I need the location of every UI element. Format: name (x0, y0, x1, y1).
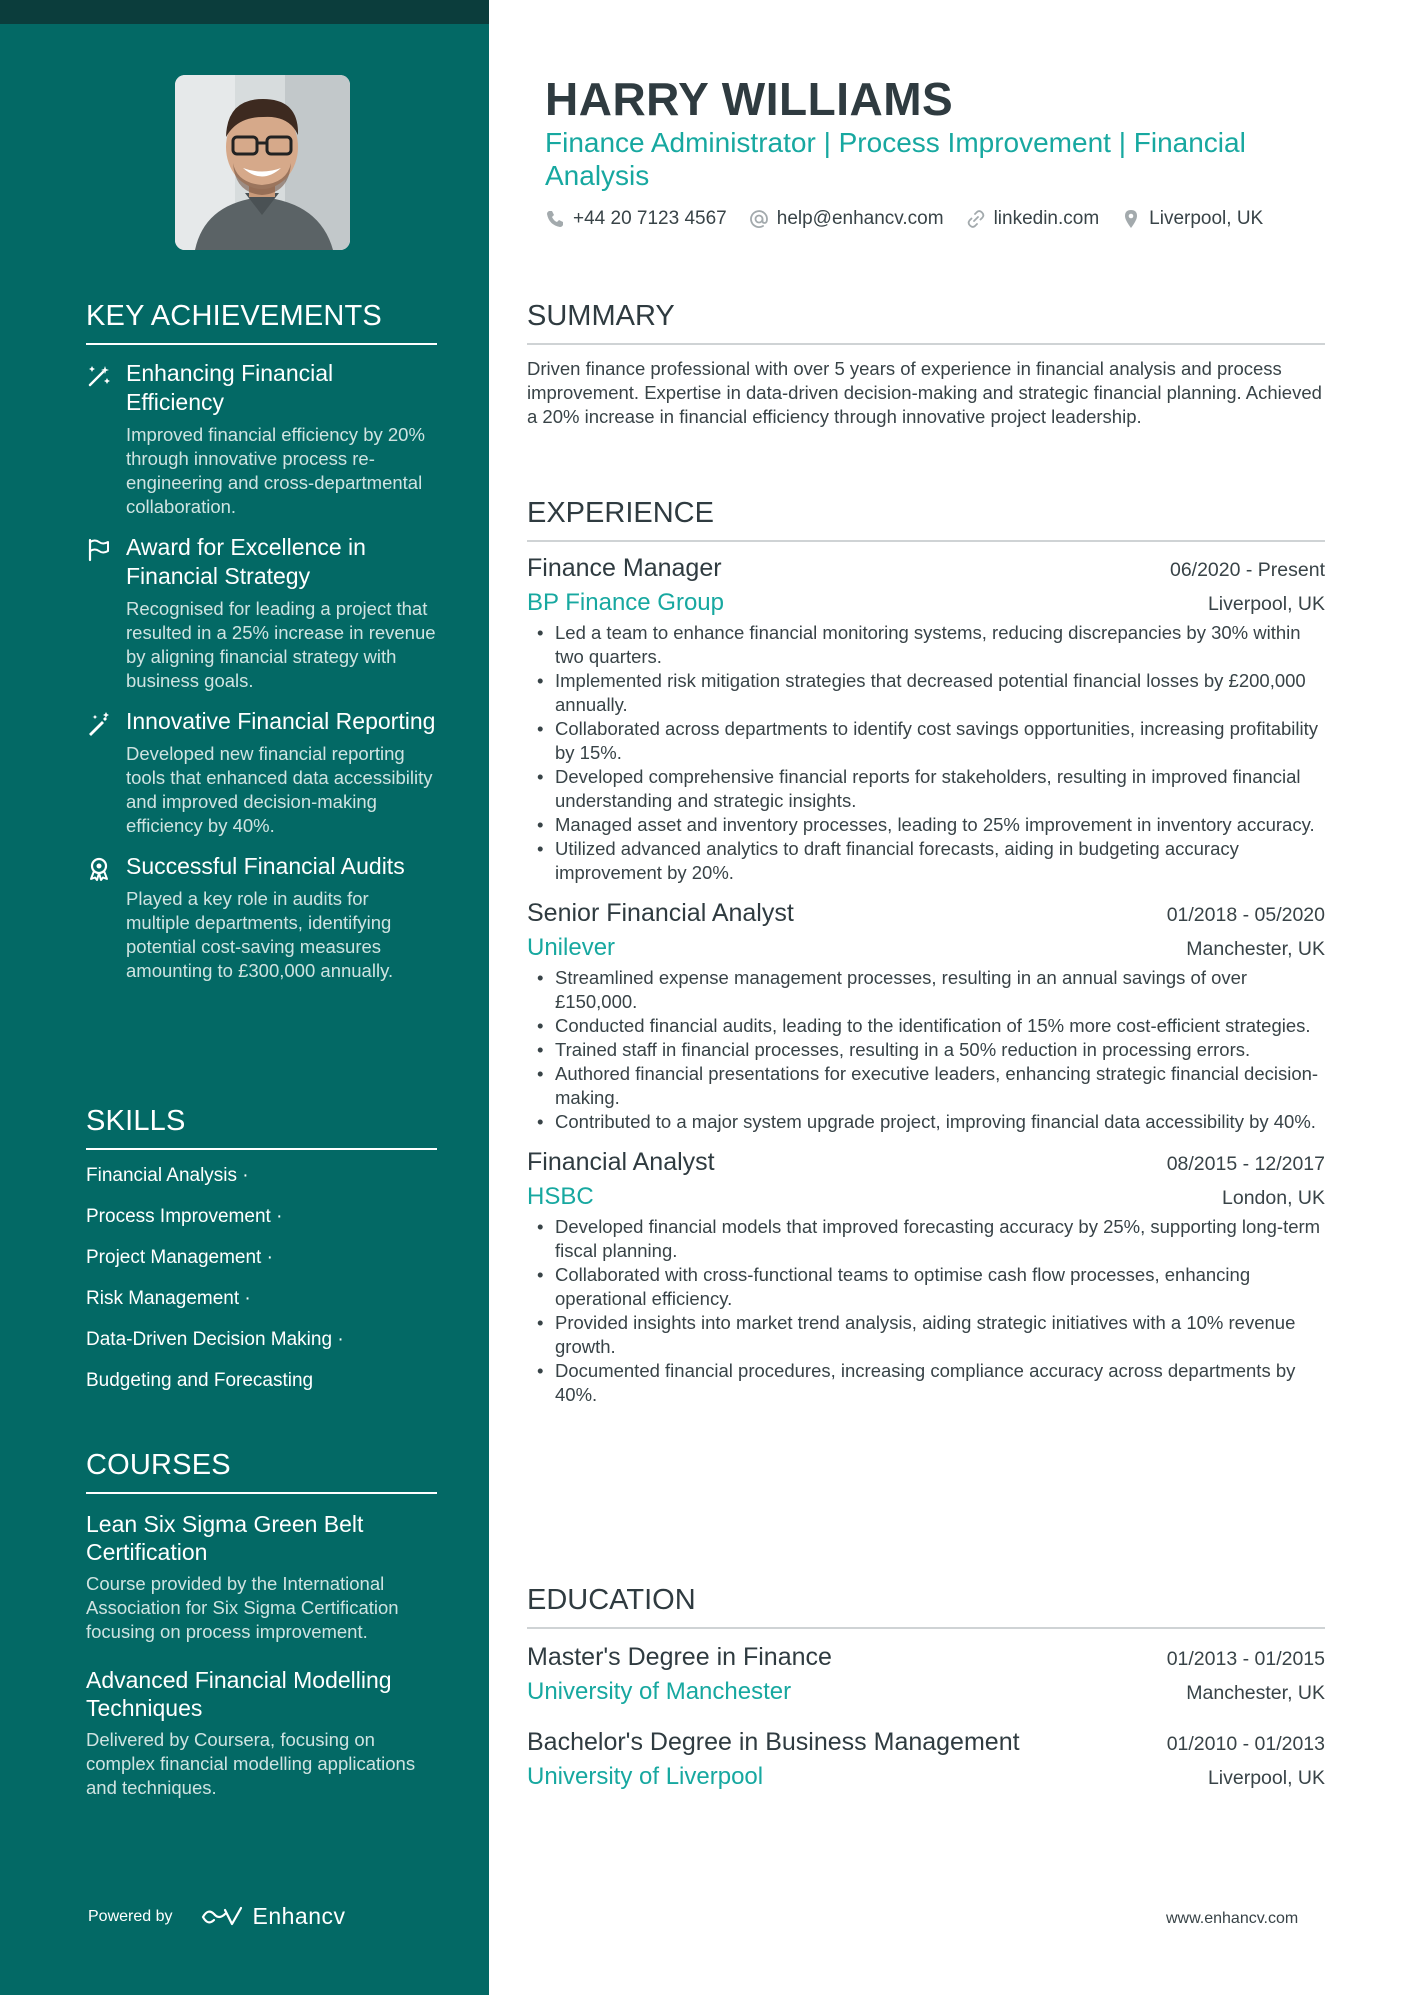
education-section (527, 1584, 1325, 1791)
skill-item: Risk Management · (86, 1288, 251, 1309)
achievement-title: Award for Excellence in Financial Strategy (126, 534, 366, 589)
powered-by-label: Powered by (88, 1907, 173, 1925)
job-bullet: • Managed asset and inventory processes, leading to 25% improvement in inventory accuracy. (527, 813, 1325, 837)
achievement-item (86, 852, 437, 983)
school-location: Manchester, UK (1186, 1682, 1325, 1704)
job-bullet: • Provided insights into market trend analysis, aiding strategic initiatives with a 10% revenue growth. (527, 1311, 1325, 1359)
achievement-description: Developed new financial reporting tools that enhanced data accessibility and improved decision-making efficiency by 40%. (126, 743, 433, 836)
education-entry (527, 1643, 1325, 1706)
course-item (86, 1666, 437, 1800)
sidebar-top-bar (0, 0, 489, 24)
location-pin-icon (1121, 209, 1141, 229)
job-company: HSBC (527, 1183, 594, 1210)
job-bullet: • Conducted financial audits, leading to the identification of 15% more cost-efficient strategies. (527, 1014, 1325, 1038)
school-location: Liverpool, UK (1207, 1767, 1325, 1789)
job-bullets (527, 621, 1325, 885)
skill-item: Financial Analysis · (86, 1165, 249, 1186)
job-bullet: • Developed comprehensive financial reports for stakeholders, resulting in improved financial understanding and strategic insights. (527, 765, 1325, 813)
achievement-item (86, 533, 437, 693)
wand-icon (86, 363, 112, 389)
summary-text: Driven finance professional with over 5 years of experience in financial analysis and process improvement. Expertise in data-driven decision-making and strategic financial planning. Achieved a 20% increase in financial efficiency through innovative project leadership. (527, 358, 1322, 427)
achievement-description: Improved financial efficiency by 20% through innovative process re-engineering and cross-departmental collaboration. (126, 424, 425, 517)
summary-heading: SUMMARY (527, 300, 1325, 345)
job-title: Senior Financial Analyst (527, 899, 794, 927)
skill-item: Project Management · (86, 1247, 273, 1268)
footer-url[interactable]: www.enhancv.com (1166, 1910, 1299, 1927)
achievement-item (86, 707, 437, 838)
linkedin-text: linkedin.com (993, 208, 1100, 229)
summary-section (527, 300, 1325, 429)
contact-email[interactable] (749, 208, 944, 230)
link-icon (966, 209, 986, 229)
job-location: Manchester, UK (1186, 938, 1325, 960)
location-text: Liverpool, UK (1149, 208, 1264, 229)
job-bullet: • Authored financial presentations for executive leaders, enhancing strategic financial decision-making. (527, 1062, 1325, 1110)
courses-section (86, 1449, 437, 1800)
job-bullet: • Trained staff in financial processes, resulting in a 50% reduction in processing errors. (527, 1038, 1325, 1062)
job-company: BP Finance Group (527, 589, 725, 616)
job-bullets (527, 1215, 1325, 1407)
phone-icon (545, 209, 565, 229)
job-bullet: • Implemented risk mitigation strategies that decreased potential financial losses by £200,000 annually. (527, 669, 1325, 717)
candidate-name: HARRY WILLIAMS (545, 73, 954, 125)
achievement-title: Enhancing Financial Efficiency (126, 360, 334, 415)
job-title: Financial Analyst (527, 1148, 715, 1176)
achievements-section (86, 300, 437, 983)
job-bullet: • Collaborated with cross-functional teams to optimise cash flow processes, enhancing operational efficiency. (527, 1263, 1325, 1311)
skills-heading: SKILLS (86, 1105, 437, 1150)
job-dates: 06/2020 - Present (1169, 559, 1325, 581)
school-name: University of Manchester (527, 1678, 792, 1705)
skill-item: Process Improvement · (86, 1206, 283, 1227)
award-medal-icon (86, 856, 112, 882)
candidate-headline: Finance Administrator | Process Improvement | Financial Analysis (545, 127, 1246, 191)
experience-heading: EXPERIENCE (527, 497, 1325, 542)
achievement-title: Innovative Financial Reporting (126, 708, 436, 734)
experience-section (527, 497, 1325, 1407)
job-dates: 01/2018 - 05/2020 (1166, 904, 1325, 926)
phone-text: +44 20 7123 4567 (573, 208, 727, 229)
job-title: Finance Manager (527, 554, 722, 582)
skills-section (86, 1105, 437, 1393)
course-title: Lean Six Sigma Green Belt Certification (86, 1511, 364, 1565)
achievement-item (86, 359, 437, 519)
skill-item: Budgeting and Forecasting (86, 1370, 314, 1391)
achievement-description: Recognised for leading a project that resulted in a 25% increase in revenue by aligning financial strategy with business goals. (126, 598, 436, 691)
flag-icon (86, 537, 112, 563)
job-bullet: • Contributed to a major system upgrade project, improving financial data accessibility by 40%. (527, 1110, 1325, 1134)
contact-phone[interactable] (545, 208, 727, 230)
course-description: Delivered by Coursera, focusing on complex financial modelling applications and techniques. (86, 1729, 416, 1798)
achievement-title: Successful Financial Audits (126, 853, 405, 879)
job-bullet: • Streamlined expense management processes, resulting in an annual savings of over £150,000. (527, 966, 1325, 1014)
job-bullet: • Developed financial models that improved forecasting accuracy by 25%, supporting long-term fiscal planning. (527, 1215, 1325, 1263)
job-bullet: • Led a team to enhance financial monitoring systems, reducing discrepancies by 30% within two quarters. (527, 621, 1325, 669)
email-text: help@enhancv.com (776, 208, 944, 229)
courses-heading: COURSES (86, 1449, 437, 1494)
job-entry (527, 1148, 1325, 1407)
job-bullet: • Collaborated across departments to identify cost savings opportunities, increasing profitability by 15%. (527, 717, 1325, 765)
job-bullet: • Utilized advanced analytics to draft financial forecasts, aiding in budgeting accuracy improvement by 20%. (527, 837, 1325, 885)
profile-photo (175, 75, 350, 250)
job-entry (527, 899, 1325, 1134)
course-description: Course provided by the International Association for Six Sigma Certification focusing on process improvement. (86, 1573, 399, 1642)
job-bullet: • Documented financial procedures, increasing compliance accuracy across departments by 40%. (527, 1359, 1325, 1407)
magic-pen-icon (86, 711, 112, 737)
degree-title: Bachelor's Degree in Business Management (527, 1728, 1020, 1756)
school-name: University of Liverpool (527, 1763, 764, 1790)
job-entry (527, 554, 1325, 885)
contact-bar (545, 208, 1285, 230)
education-entry (527, 1728, 1325, 1791)
enhancv-logo-icon (199, 1904, 245, 1930)
education-dates: 01/2010 - 01/2013 (1166, 1733, 1325, 1755)
degree-title: Master's Degree in Finance (527, 1643, 832, 1671)
powered-by (88, 1903, 346, 1930)
course-title: Advanced Financial Modelling Techniques (86, 1667, 392, 1721)
contact-location (1121, 208, 1263, 230)
achievements-heading: KEY ACHIEVEMENTS (86, 300, 437, 345)
skill-item: Data-Driven Decision Making · (86, 1329, 344, 1350)
profile-photo-image (175, 75, 350, 250)
course-item (86, 1510, 437, 1644)
job-location: Liverpool, UK (1207, 593, 1325, 615)
job-dates: 08/2015 - 12/2017 (1166, 1153, 1325, 1175)
enhancv-brand-name: Enhancv (252, 1903, 346, 1929)
achievement-description: Played a key role in audits for multiple departments, identifying potential cost-saving measures amounting to £300,000 annually. (126, 888, 394, 981)
sidebar (0, 0, 489, 1995)
contact-linkedin[interactable] (966, 208, 1100, 230)
job-location: London, UK (1222, 1187, 1325, 1209)
at-icon (749, 209, 769, 229)
education-dates: 01/2013 - 01/2015 (1166, 1648, 1325, 1670)
education-heading: EDUCATION (527, 1584, 1325, 1629)
job-company: Unilever (527, 934, 616, 961)
job-bullets (527, 966, 1325, 1134)
